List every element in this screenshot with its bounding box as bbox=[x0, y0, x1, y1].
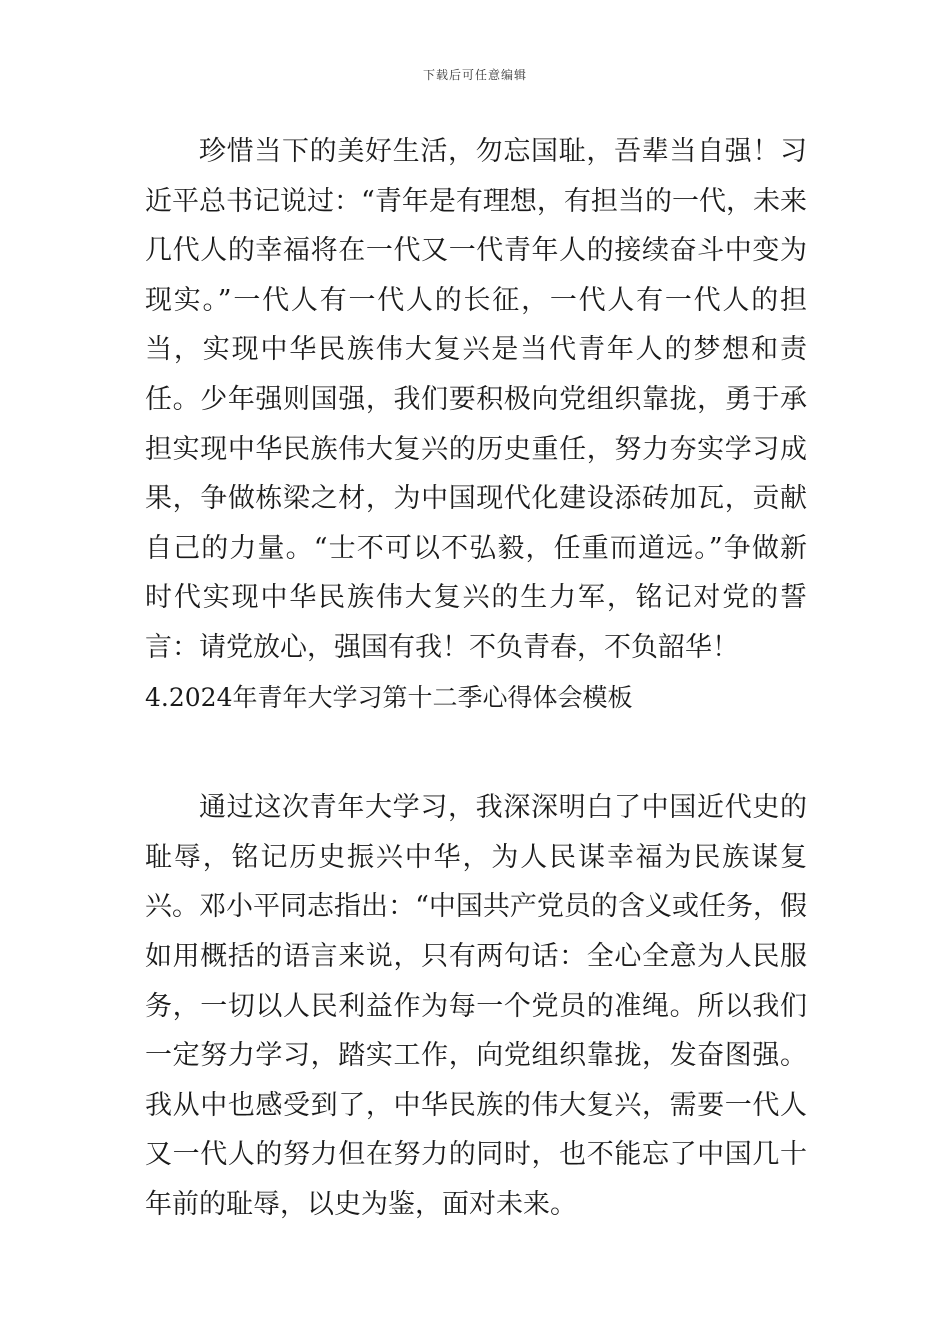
page-header-note: 下载后可任意编辑 bbox=[422, 68, 527, 82]
body-paragraph-1: 珍惜当下的美好生活，勿忘国耻，吾辈当自强！习近平总书记说过：“青年是有理想，有担当的一代，未来几代人的幸福将在一代又一代青年人的接续奋斗中变为现实。”一代人有一代人的长征，一代人有一代人的担当，实现中华民族伟大复兴是当代青年人的梦想和责任。少年强则国强，我们要积极向党组织靠拢，勇于承担实现中华民族伟大复兴的历史重任，努力夯实学习成果，争做栋梁之材，为中国现代化建设添砖加瓦，贡献自己的力量。“士不可以不弘毅，任重而道远。”争做新时代实现中华民族伟大复兴的生力军，铭记对党的誓言：请党放心，强国有我！不负青春，不负韶华！ bbox=[145, 136, 807, 663]
document-body bbox=[145, 127, 807, 1229]
section-heading: 4.2024年青年大学习第十二季心得体会模板 bbox=[145, 682, 633, 712]
body-paragraph-2: 通过这次青年大学习，我深深明白了中国近代史的耻辱，铭记历史振兴中华，为人民谋幸福为民族谋复兴。邓小平同志指出：“中国共产党员的含义或任务，假如用概括的语言来说，只有两句话：全心全意为人民服务，一切以人民利益作为每一个党员的准绳。所以我们一定努力学习，踏实工作，向党组织靠拢，发奋图强。我从中也感受到了，中华民族的伟大复兴，需要一代人又一代人的努力但在努力的同时，也不能忘了中国几十年前的耻辱，以史为鉴，面对未来。 bbox=[145, 792, 807, 1220]
section-spacer bbox=[145, 722, 807, 783]
